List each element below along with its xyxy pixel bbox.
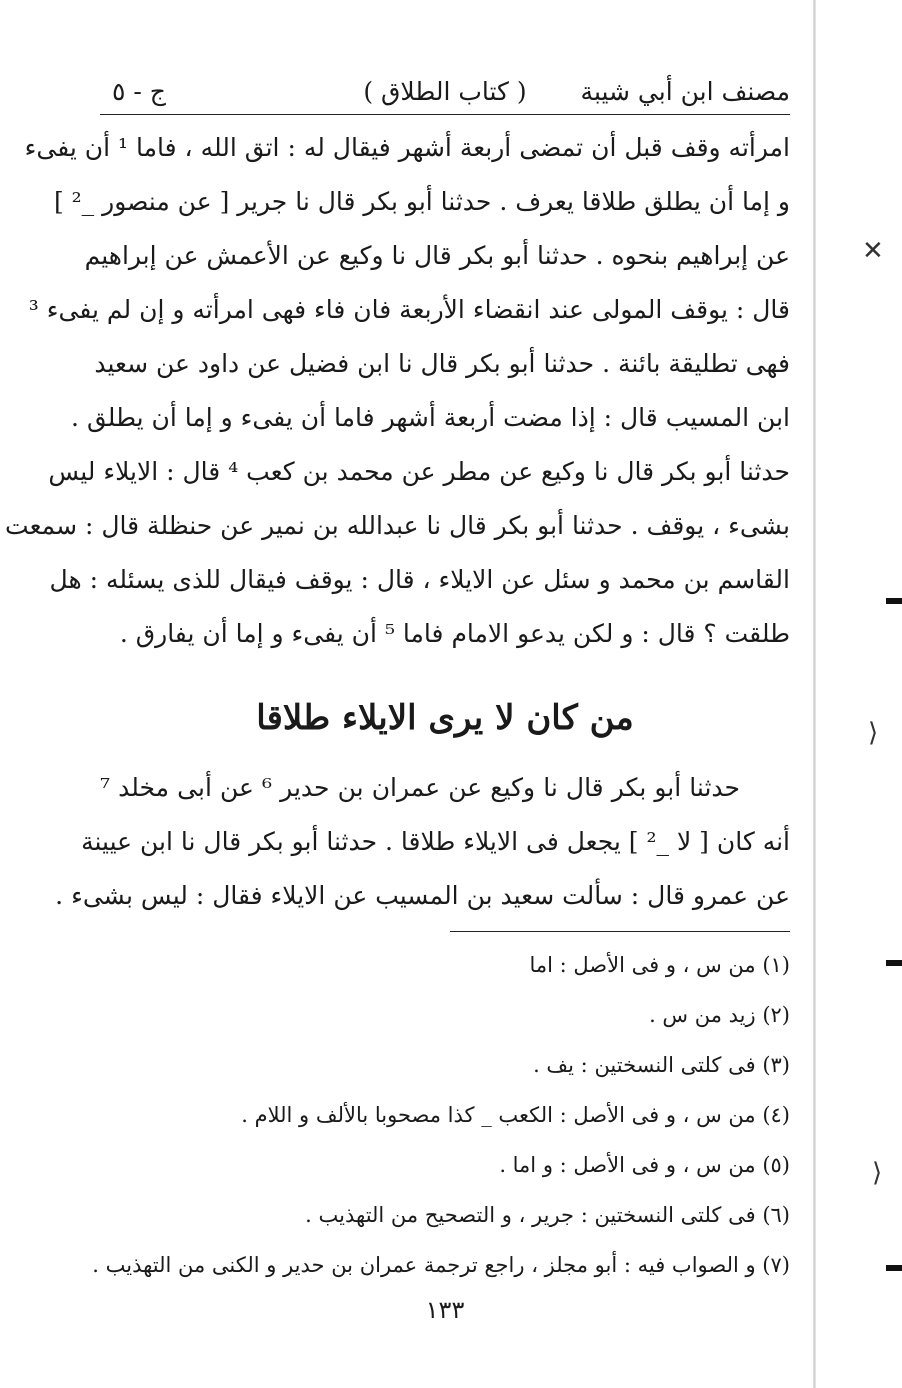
footnote-divider bbox=[450, 931, 790, 932]
running-header bbox=[100, 70, 790, 115]
page-binding-shadow bbox=[813, 0, 816, 1388]
chapter-title: ( كتاب الطلاق ) bbox=[363, 77, 527, 106]
scan-edge-bar-2 bbox=[886, 960, 902, 966]
book-title: مصنف ابن أبي شيبة bbox=[580, 77, 790, 106]
footnote: (٤) من س ، و فى الأصل : الكعب _ كذا مصحوبا بالألف و اللام . bbox=[241, 1103, 790, 1127]
volume-label: ج - ٥ bbox=[112, 77, 166, 106]
text-line: ابن المسيب قال : إذا مضت أربعة أشهر فاما أن يفىء و إما أن يطلق . bbox=[71, 403, 790, 432]
text-line: عن إبراهيم بنحوه . حدثنا أبو بكر قال نا وكيع عن الأعمش عن إبراهيم bbox=[84, 241, 790, 270]
text-line: امرأته وقف قبل أن تمضى أربعة أشهر فيقال له : اتق الله ، فاما ¹ أن يفىء bbox=[24, 133, 790, 162]
scan-edge-bar-1 bbox=[886, 598, 902, 604]
text-line: حدثنا أبو بكر قال نا وكيع عن عمران بن حدير ⁶ عن أبى مخلد ⁷ bbox=[100, 773, 741, 802]
section-text bbox=[55, 761, 790, 923]
footnotes bbox=[92, 940, 790, 1290]
text-line: فهى تطليقة بائنة . حدثنا أبو بكر قال نا ابن فضيل عن داود عن سعيد bbox=[94, 349, 790, 378]
text-line: عن عمرو قال : سألت سعيد بن المسيب عن الايلاء فقال : ليس بشىء . bbox=[55, 881, 790, 910]
scan-mark-2: ⟩ bbox=[868, 718, 879, 748]
section-heading: من كان لا يرى الايلاء طلاقا bbox=[256, 698, 634, 738]
text-line: قال : يوقف المولى عند انقضاء الأربعة فان فاء فهى امرأته و إن لم يفىء ³ bbox=[28, 295, 790, 324]
book-page bbox=[5, 70, 790, 1330]
footnote: (٧) و الصواب فيه : أبو مجلز ، راجع ترجمة عمران بن حدير و الكنى من التهذيب . bbox=[92, 1253, 790, 1277]
text-line: حدثنا أبو بكر قال نا وكيع عن مطر عن محمد بن كعب ⁴ قال : الايلاء ليس bbox=[48, 457, 790, 486]
text-line: بشىء ، يوقف . حدثنا أبو بكر قال نا عبدالله بن نمير عن حنظلة قال : سمعت bbox=[5, 511, 790, 540]
footnote: (٣) فى كلتى النسختين : يف . bbox=[533, 1053, 790, 1077]
footnote: (٢) زيد من س . bbox=[649, 1003, 790, 1027]
scan-edge-bar-3 bbox=[886, 1265, 902, 1271]
text-line: أنه كان [ لا _² ] يجعل فى الايلاء طلاقا . حدثنا أبو بكر قال نا ابن عيينة bbox=[81, 827, 790, 856]
footnote: (١) من س ، و فى الأصل : اما bbox=[529, 953, 790, 977]
footnote: (٦) فى كلتى النسختين : جرير ، و التصحيح من التهذيب . bbox=[305, 1203, 790, 1227]
scan-mark-1: ✕ bbox=[862, 236, 884, 266]
page-number: ١٣٣ bbox=[425, 1296, 465, 1324]
text-line: و إما أن يطلق طلاقا يعرف . حدثنا أبو بكر قال نا جرير [ عن منصور _² ] bbox=[53, 187, 790, 216]
text-line: القاسم بن محمد و سئل عن الايلاء ، قال : يوقف فيقال للذى يسئله : هل bbox=[49, 565, 790, 594]
main-text bbox=[5, 121, 790, 661]
scan-mark-3: ⟩ bbox=[872, 1158, 883, 1188]
footnote: (٥) من س ، و فى الأصل : و اما . bbox=[499, 1153, 790, 1177]
text-line: طلقت ؟ قال : و لكن يدعو الامام فاما ⁵ أن يفىء و إما أن يفارق . bbox=[119, 619, 790, 648]
